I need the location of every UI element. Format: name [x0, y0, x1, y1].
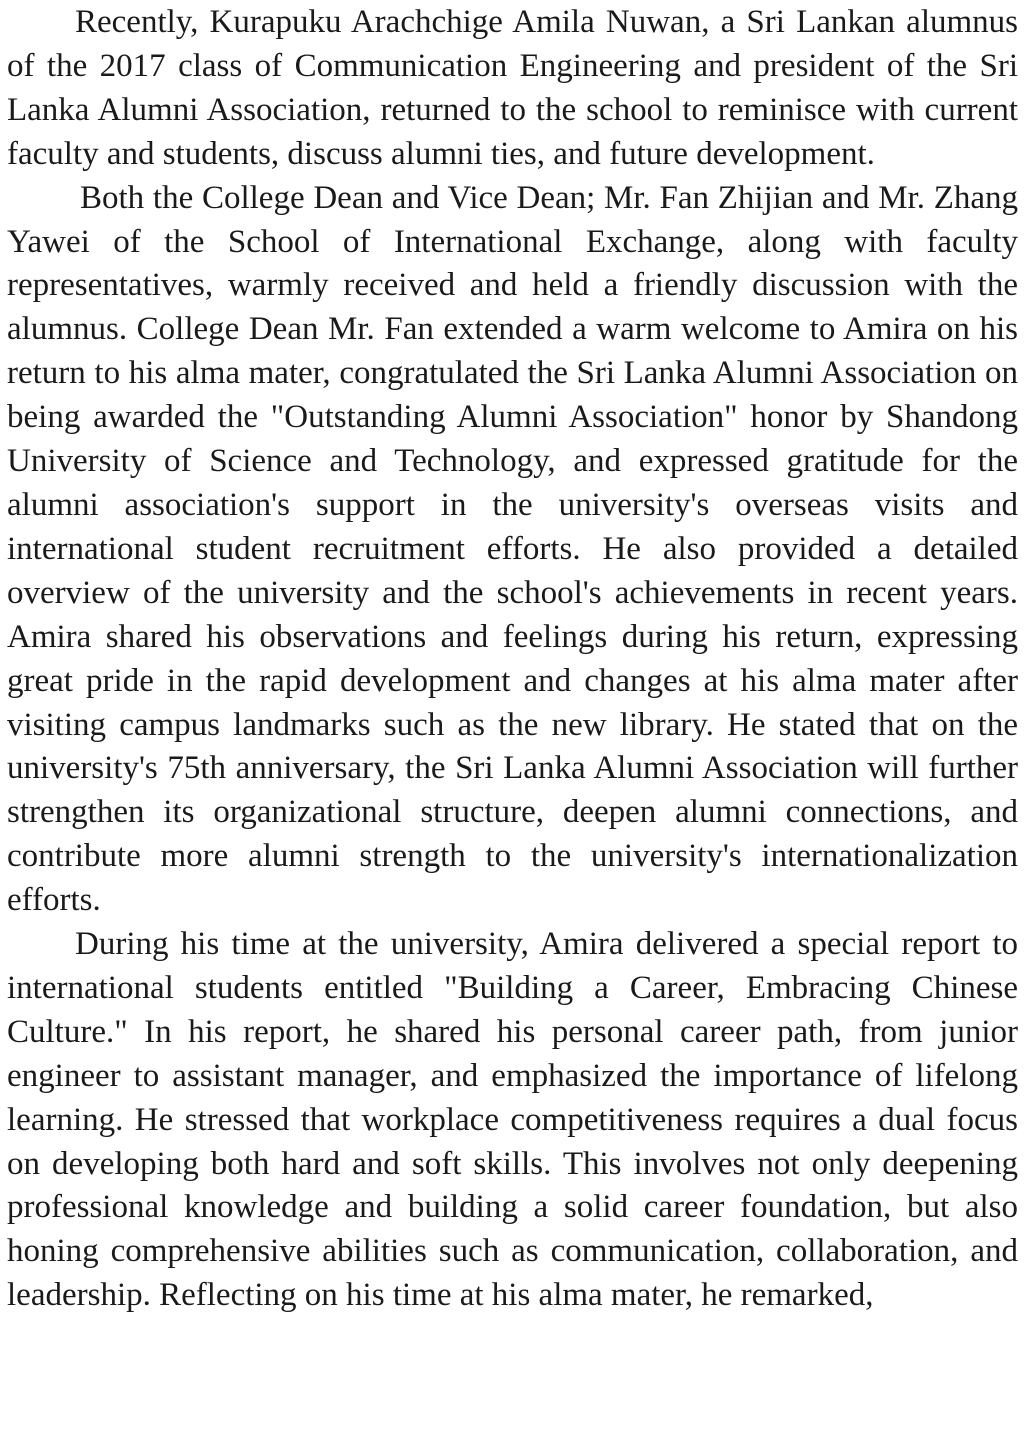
paragraph-reception-discussion: Both the College Dean and Vice Dean; Mr. Fan Zhijian and Mr. Zhang Yawei of the School of International Exchange, along with faculty representatives, warmly received and held a friendly discussion with the alumnus. College Dean Mr. Fan extended a warm welcome to Amira on his return to his alma mater, congratulated the Sri Lanka Alumni Association on being awarded the "Outstanding Alumni Association" honor by Shandong University of Science and Technology, and expressed gratitude for the alumni association's support in the university's overseas visits and international student recruitment efforts. He also provided a detailed overview of the university and the school's achievements in recent years. Amira shared his observations and feelings during his return, expressing great pride in the rapid development and changes at his alma mater after visiting campus landmarks such as the new library. He stated that on the university's 75th anniversary, the Sri Lanka Alumni Association will further strengthen its organizational structure, deepen alumni connections, and contribute more alumni strength to the university's internationalization efforts.	[7, 179, 1018, 919]
paragraph-special-report: During his time at the university, Amira delivered a special report to international students entitled "Building a Career, Embracing Chinese Culture." In his report, he shared his personal career path, from junior engineer to assistant manager, and emphasized the importance of lifelong learning. He stressed that workplace competitiveness requires a dual focus on developing both hard and soft skills. This involves not only deepening professional knowledge and building a solid career foundation, but also honing comprehensive abilities such as communication, collaboration, and leadership. Reflecting on his time at his alma mater, he remarked,	[7, 926, 1018, 1314]
paragraph-alumnus-return: Recently, Kurapuku Arachchige Amila Nuwan, a Sri Lankan alumnus of the 2017 class of Communication Engineering and president of the Sri Lanka Alumni Association, returned to the school to reminisce with current faculty and students, discuss alumni ties, and future development.	[7, 4, 1018, 172]
